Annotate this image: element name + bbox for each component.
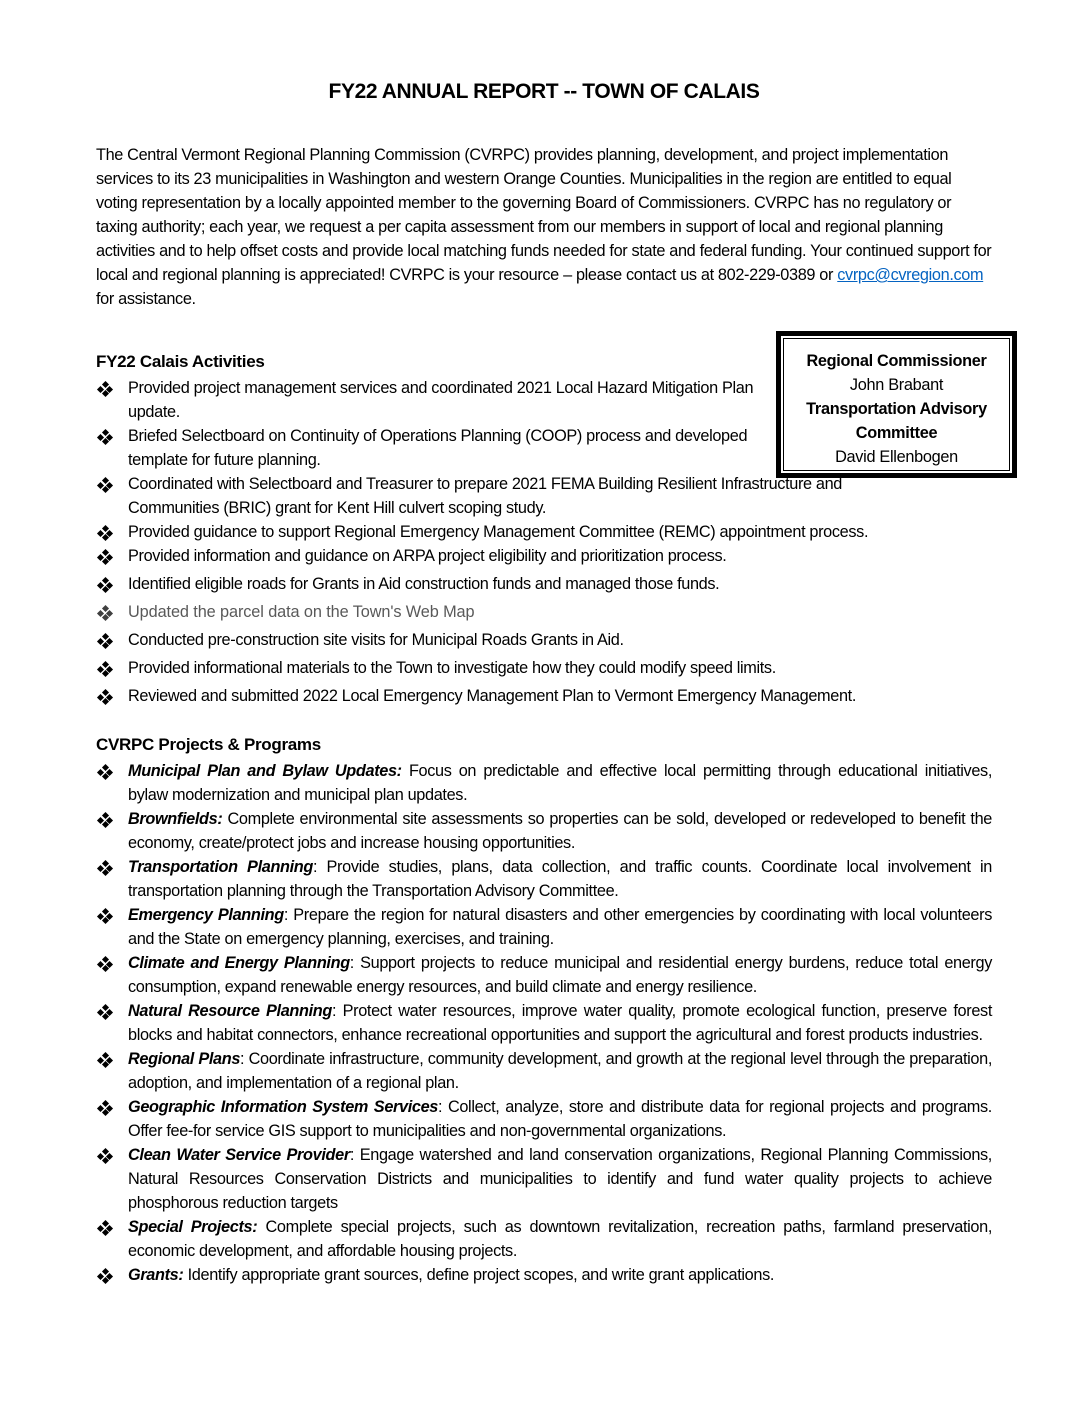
email-link[interactable]: cvrpc@cvregion.com xyxy=(837,266,984,284)
activity-text: Provided project management services and coordinated 2021 Local Hazard Mitigation Plan update. xyxy=(128,379,754,421)
tac-member-name: David Ellenbogen xyxy=(835,448,958,466)
list-item xyxy=(96,999,992,1047)
program-term: Municipal Plan and Bylaw Updates: xyxy=(128,762,402,780)
diamond-bullet-icon xyxy=(98,1221,112,1235)
diamond-bullet-icon xyxy=(98,526,112,540)
intro-text-end: for assistance. xyxy=(96,290,196,308)
program-term: Grants: xyxy=(128,1266,184,1284)
regional-commissioner-name: John Brabant xyxy=(849,376,944,394)
diamond-bullet-icon xyxy=(98,813,112,827)
intro-text: The Central Vermont Regional Planning Commission (CVRPC) provides planning, development, and project implementation services to its 23 municipalities in Washington and western Orange Counties. Municipalities in the region are entitled to equal voting representation by a locally appointed member to the governing Board of Commissioners. CVRPC has no regulatory or taxing authority; each year, we request a per capita assessment from our members in support of local and regional planning activities and to help offset costs and provide local matching funds needed for state and federal funding. Your continued support for local and regional planning is appreciated! CVRPC is your resource – please contact us at 802-229-0389 or xyxy=(96,146,992,284)
list-item xyxy=(96,807,992,855)
list-item xyxy=(96,572,976,596)
program-description: : Prepare the region for natural disasters and other emergencies by coordinating with local volunteers and the State on emergency planning, exercises, and training. xyxy=(128,906,992,948)
list-item xyxy=(96,855,992,903)
activity-text: Provided informational materials to the Town to investigate how they could modify speed limits. xyxy=(128,659,776,677)
program-term: Natural Resource Planning xyxy=(128,1002,332,1020)
program-description: : Engage watershed and land conservation organizations, Regional Planning Commissions, Natural Resources Conservation Districts and municipalities to identify and fund water quality projects to achieve phosphorous reduction targets xyxy=(128,1146,992,1212)
list-item xyxy=(96,684,976,708)
activity-text: Coordinated with Selectboard and Treasurer to prepare 2021 FEMA Building Resilient Infrastructure and Communities (BRIC) grant for Kent Hill culvert scoping study. xyxy=(128,475,843,517)
diamond-bullet-icon xyxy=(98,430,112,444)
diamond-bullet-icon xyxy=(98,690,112,704)
list-item xyxy=(96,1095,992,1143)
diamond-bullet-icon xyxy=(98,909,112,923)
list-item xyxy=(96,656,976,680)
list-item xyxy=(96,1263,992,1287)
list-item xyxy=(96,951,992,999)
list-item xyxy=(96,628,976,652)
programs-list xyxy=(96,759,992,1287)
intro-paragraph xyxy=(96,143,996,311)
program-term: Regional Plans xyxy=(128,1050,241,1068)
program-term: Geographic Information System Services xyxy=(128,1098,438,1116)
program-term: Special Projects: xyxy=(128,1218,258,1236)
list-item xyxy=(96,472,848,520)
program-description: : Coordinate infrastructure, community development, and growth at the regional level through the preparation, adoption, and implementation of a regional plan. xyxy=(128,1050,992,1092)
diamond-bullet-icon xyxy=(98,1053,112,1067)
program-term: Emergency Planning xyxy=(128,906,284,924)
diamond-bullet-icon xyxy=(98,765,112,779)
diamond-bullet-icon xyxy=(98,606,112,620)
diamond-bullet-icon xyxy=(98,634,112,648)
program-term: Clean Water Service Provider xyxy=(128,1146,350,1164)
activity-text: Updated the parcel data on the Town's Web Map xyxy=(128,603,475,621)
list-item xyxy=(96,520,976,544)
program-description: Complete special projects, such as downtown revitalization, recreation paths, farmland preservation, economic development, and affordable housing projects. xyxy=(128,1218,992,1260)
program-term: Brownfields: xyxy=(128,810,223,828)
list-item xyxy=(96,1047,992,1095)
diamond-bullet-icon xyxy=(98,382,112,396)
program-description: Complete environmental site assessments so properties can be sold, developed or redeveloped to benefit the economy, create/protect jobs and increase housing opportunities. xyxy=(128,810,992,852)
list-item xyxy=(96,1143,992,1215)
activity-text: Briefed Selectboard on Continuity of Operations Planning (COOP) process and developed template for future planning. xyxy=(128,427,748,469)
list-item xyxy=(96,424,758,472)
list-item xyxy=(96,903,992,951)
tac-label-line2: Committee xyxy=(855,424,938,442)
activities-list xyxy=(96,376,976,708)
diamond-bullet-icon xyxy=(98,550,112,564)
diamond-bullet-icon xyxy=(98,861,112,875)
diamond-bullet-icon xyxy=(98,1101,112,1115)
diamond-bullet-icon xyxy=(98,478,112,492)
activity-text: Identified eligible roads for Grants in Aid construction funds and managed those funds. xyxy=(128,575,720,593)
diamond-bullet-icon xyxy=(98,662,112,676)
activities-heading: FY22 Calais Activities xyxy=(96,352,265,371)
document-title: FY22 ANNUAL REPORT -- TOWN OF CALAIS xyxy=(328,80,760,103)
diamond-bullet-icon xyxy=(98,1005,112,1019)
programs-heading: CVRPC Projects & Programs xyxy=(96,735,321,754)
program-description: : Collect, analyze, store and distribute data for regional projects and programs. Offer fee-for service GIS support to municipalities and non-governmental organizations. xyxy=(128,1098,992,1140)
activity-text: Conducted pre-construction site visits for Municipal Roads Grants in Aid. xyxy=(128,631,624,649)
activity-text: Reviewed and submitted 2022 Local Emergency Management Plan to Vermont Emergency Management. xyxy=(128,687,857,705)
list-item xyxy=(96,544,976,568)
program-term: Climate and Energy Planning xyxy=(128,954,350,972)
program-description: : Provide studies, plans, data collection, and traffic counts. Coordinate local involvement in transportation planning through the Transportation Advisory Committee. xyxy=(128,858,992,900)
program-description: : Protect water resources, improve water quality, promote ecological function, preserve forest blocks and habitat connectors, enhance recreational opportunities and support the agricultural and forest products industries. xyxy=(128,1002,993,1044)
diamond-bullet-icon xyxy=(98,1149,112,1163)
program-description: Focus on predictable and effective local permitting through educational initiatives, bylaw modernization and municipal plan updates. xyxy=(128,762,992,804)
list-item xyxy=(96,600,976,624)
program-description: : Support projects to reduce municipal and residential energy burdens, reduce total energy consumption, expand renewable energy resources, and build climate and energy resilience. xyxy=(128,954,992,996)
list-item xyxy=(96,376,758,424)
list-item xyxy=(96,1215,992,1263)
program-term: Transportation Planning xyxy=(128,858,313,876)
regional-commissioner-label: Regional Commissioner xyxy=(806,352,987,370)
activity-text: Provided guidance to support Regional Emergency Management Committee (REMC) appointment process. xyxy=(128,523,869,541)
activity-text: Provided information and guidance on ARPA project eligibility and prioritization process. xyxy=(128,547,727,565)
program-description: Identify appropriate grant sources, define project scopes, and write grant applications. xyxy=(183,1266,775,1284)
diamond-bullet-icon xyxy=(98,1269,112,1283)
tac-label-line1: Transportation Advisory xyxy=(806,400,987,418)
diamond-bullet-icon xyxy=(98,578,112,592)
list-item xyxy=(96,759,992,807)
diamond-bullet-icon xyxy=(98,957,112,971)
